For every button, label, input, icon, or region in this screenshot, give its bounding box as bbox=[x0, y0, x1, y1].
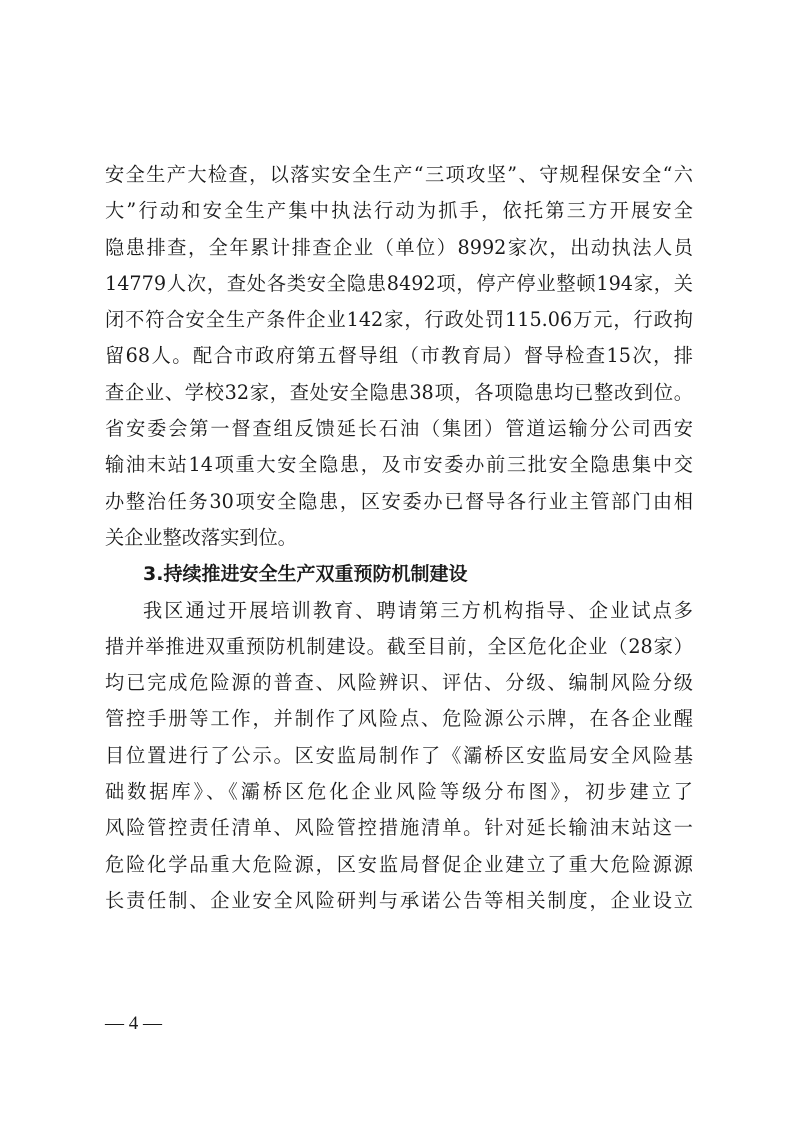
text-line: 均已完成危险源的普查、风险辨识、评估、分级、编制风险分级 bbox=[105, 671, 693, 695]
section-heading: 3.持续推进安全生产双重预防机制建设 bbox=[143, 563, 468, 586]
text-line: 省安委会第一督查组反馈延长石油（集团）管道运输分公司西安 bbox=[105, 417, 693, 441]
paragraph-2 bbox=[105, 593, 693, 920]
text-line: 长责任制、企业安全风险研判与承诺公告等相关制度，企业设立 bbox=[105, 888, 693, 912]
text-line: 闭不符合安全生产条件企业142家，行政处罚115.06万元，行政拘 bbox=[105, 308, 693, 332]
text-line: 办整治任务30项安全隐患，区安委办已督导各行业主管部门由相 bbox=[105, 489, 693, 513]
text-line: 大”行动和安全生产集中执法行动为抓手，依托第三方开展安全 bbox=[105, 199, 693, 223]
text-line: 础数据库》、《灞桥区危化企业风险等级分布图》，初步建立了 bbox=[105, 780, 693, 804]
text-line: 措并举推进双重预防机制建设。截至目前，全区危化企业（28家） bbox=[105, 634, 693, 658]
text-line: 留68人。配合市政府第五督导组（市教育局）督导检查15次，排 bbox=[105, 344, 693, 368]
text-line: 危险化学品重大危险源，区安监局督促企业建立了重大危险源源 bbox=[105, 852, 693, 876]
text-line: 目位置进行了公示。区安监局制作了《灞桥区安监局安全风险基 bbox=[105, 743, 693, 767]
text-line: 管控手册等工作，并制作了风险点、危险源公示牌，在各企业醒 bbox=[105, 707, 693, 731]
text-line: 风险管控责任清单、风险管控措施清单。针对延长输油末站这一 bbox=[105, 816, 693, 840]
page-number: — 4 — bbox=[105, 1013, 162, 1034]
text-line: 输油末站14项重大安全隐患，及市安委办前三批安全隐患集中交 bbox=[105, 453, 693, 477]
paragraph-1 bbox=[105, 157, 693, 556]
text-line: 关企业整改落实到位。 bbox=[105, 525, 297, 549]
text-line: 我区通过开展培训教育、聘请第三方机构指导、企业试点多 bbox=[143, 598, 693, 622]
text-line: 14779人次，查处各类安全隐患8492项，停产停业整顿194家，关 bbox=[105, 271, 693, 295]
text-line: 安全生产大检查，以落实安全生产“三项攻坚”、守规程保安全“六 bbox=[105, 163, 693, 186]
text-line: 隐患排查，全年累计排查企业（单位）8992家次，出动执法人员 bbox=[105, 235, 693, 259]
text-line: 查企业、学校32家，查处安全隐患38项，各项隐患均已整改到位。 bbox=[105, 380, 693, 404]
body-text bbox=[105, 157, 693, 919]
